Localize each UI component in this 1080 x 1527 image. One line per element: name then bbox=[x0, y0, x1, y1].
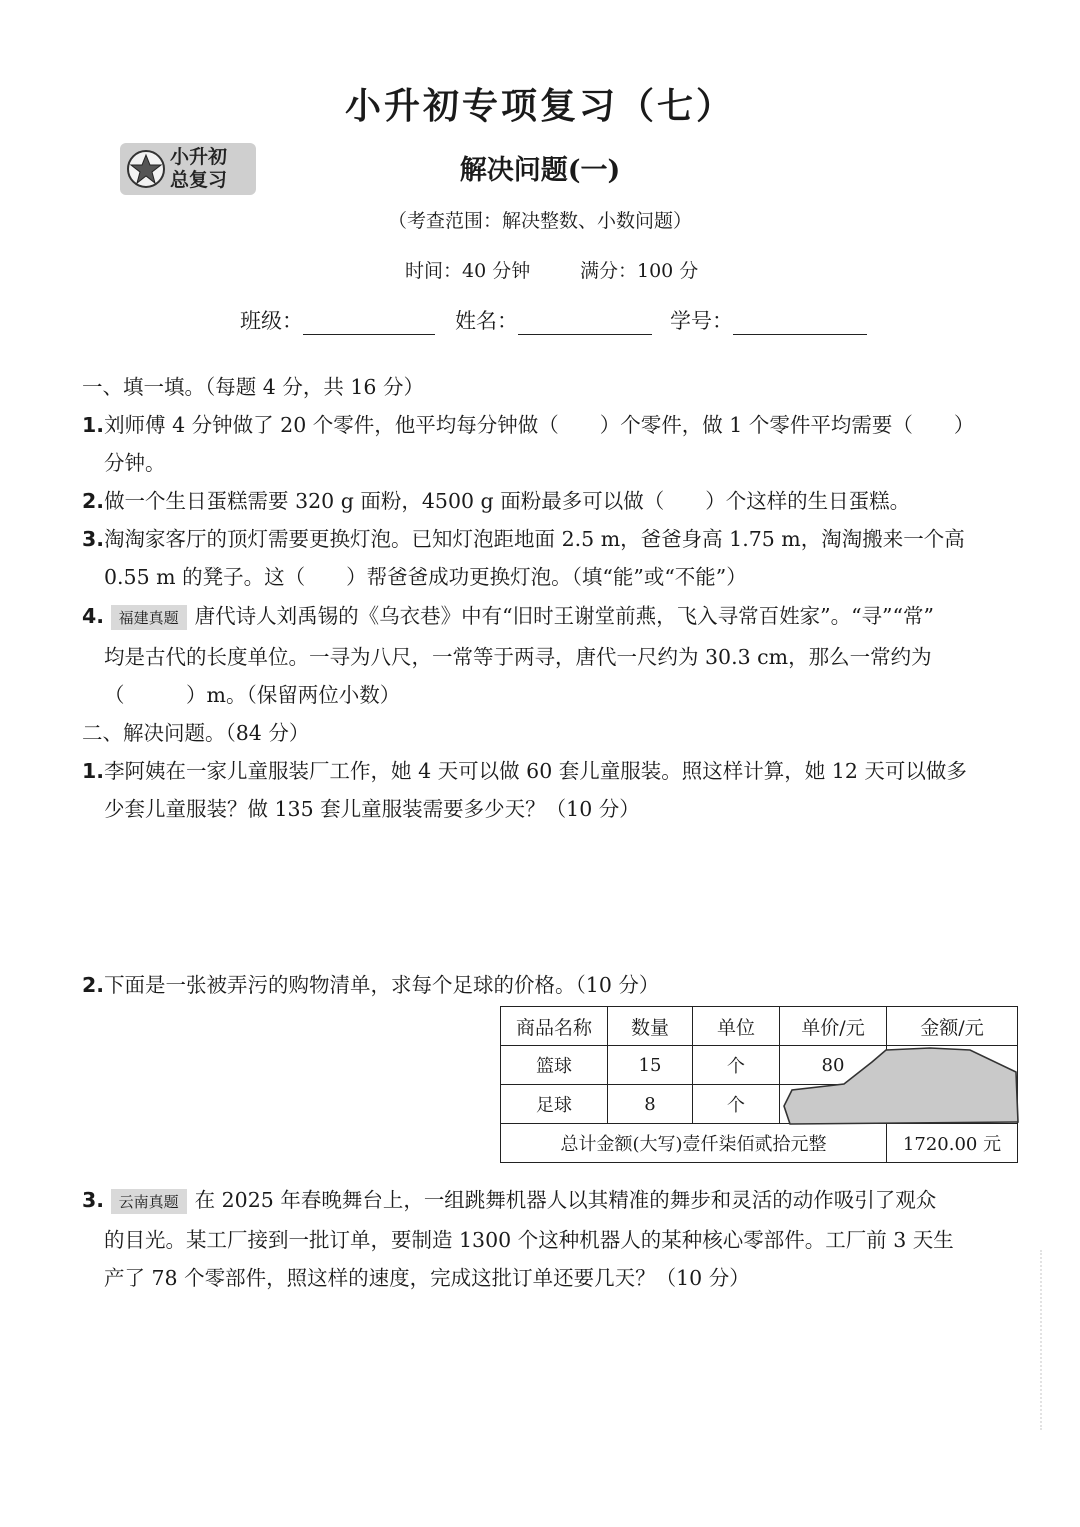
part1-heading: 一、填一填。（每题 4 分，共 16 分） bbox=[82, 375, 424, 399]
scan-edge-mark bbox=[1040, 1250, 1044, 1430]
question-number: 1. bbox=[82, 759, 105, 783]
id-blank[interactable] bbox=[733, 312, 867, 335]
question-text: 下面是一张被弄污的购物清单，求每个足球的价格。（10 分） bbox=[104, 973, 660, 997]
class-field bbox=[240, 305, 435, 335]
question-text: 在 2025 年春晚舞台上，一组跳舞机器人以其精准的舞步和灵活的动作吸引了观众 bbox=[194, 1188, 937, 1212]
question-number: 4. bbox=[82, 604, 105, 628]
p1-q1-cont: 分钟。 bbox=[104, 451, 166, 475]
p2-q3-cont: 的目光。某工厂接到一批订单，要制造 1300 个这种机器人的某种核心零部件。工厂前 3 天生 bbox=[104, 1228, 954, 1252]
p1-q4-cont: 均是古代的长度单位。一寻为八尺，一常等于两寻，唐代一尺约为 30.3 cm，那么一常约为 bbox=[104, 645, 932, 669]
ink-stain bbox=[780, 1044, 1022, 1130]
p1-q4-cont2: （ ）m。（保留两位小数） bbox=[104, 683, 401, 707]
question-text: 唐代诗人刘禹锡的《乌衣巷》中有“旧时王谢堂前燕，飞入寻常百姓家”。“寻”“常” bbox=[194, 604, 934, 628]
source-tag: 云南真题 bbox=[111, 1189, 187, 1214]
total-label: 总计金额(大写)壹仟柒佰贰拾元整 bbox=[501, 1124, 887, 1163]
badge-line-1: 小升初 bbox=[170, 146, 228, 168]
section-subtitle: 解决问题(一) bbox=[459, 155, 621, 186]
question-number: 2. bbox=[82, 489, 105, 513]
column-header: 单位 bbox=[693, 1007, 780, 1046]
p1-q1 bbox=[82, 408, 974, 438]
question-number: 3. bbox=[82, 1188, 105, 1212]
p1-q3-cont: 0.55 m 的凳子。这（ ）帮爸爸成功更换灯泡。（填“能”或“不能”） bbox=[104, 565, 747, 589]
table-cell: 个 bbox=[693, 1085, 780, 1124]
p1-q3 bbox=[82, 522, 965, 552]
question-text: 做一个生日蛋糕需要 320 g 面粉，4500 g 面粉最多可以做（ ）个这样的生日蛋糕。 bbox=[104, 489, 911, 513]
table-cell: 15 bbox=[608, 1046, 693, 1085]
student-id-field bbox=[670, 305, 867, 335]
exam-scope: （考查范围：解决整数、小数问题） bbox=[387, 210, 692, 232]
p2-q3-cont2: 产了 78 个零部件，照这样的速度，完成这批订单还要几天？（10 分） bbox=[104, 1266, 750, 1290]
p1-q2 bbox=[82, 484, 910, 514]
table-cell: 个 bbox=[693, 1046, 780, 1085]
table-cell: 80 bbox=[780, 1046, 887, 1085]
p2-q3 bbox=[82, 1183, 936, 1214]
name-label: 姓名： bbox=[455, 309, 518, 333]
class-blank[interactable] bbox=[303, 312, 435, 335]
p2-q1 bbox=[82, 754, 967, 784]
table-cell: 8 bbox=[608, 1085, 693, 1124]
class-label: 班级： bbox=[240, 309, 303, 333]
question-text: 淘淘家客厅的顶灯需要更换灯泡。已知灯泡距地面 2.5 m，爸爸身高 1.75 m，淘淘搬来一个高 bbox=[104, 527, 965, 551]
table-cell: 篮球 bbox=[501, 1046, 608, 1085]
id-label: 学号： bbox=[670, 309, 733, 333]
part2-heading: 二、解决问题。（84 分） bbox=[82, 721, 310, 745]
question-number: 2. bbox=[82, 973, 105, 997]
full-score: 满分：100 分 bbox=[580, 260, 699, 282]
column-header: 单价/元 bbox=[780, 1007, 887, 1046]
page-title: 小升初专项复习（七） bbox=[344, 86, 735, 127]
badge-line-2: 总复习 bbox=[170, 169, 228, 191]
p1-q4 bbox=[82, 599, 934, 630]
name-field bbox=[455, 305, 652, 335]
question-number: 3. bbox=[82, 527, 105, 551]
question-text: 李阿姨在一家儿童服装厂工作，她 4 天可以做 60 套儿童服装。照这样计算，她 12 天可以做多 bbox=[104, 759, 967, 783]
column-header: 商品名称 bbox=[501, 1007, 608, 1046]
p2-q1-cont: 少套儿童服装？做 135 套儿童服装需要多少天？（10 分） bbox=[104, 797, 640, 821]
source-tag: 福建真题 bbox=[111, 605, 187, 630]
column-header: 金额/元 bbox=[887, 1007, 1018, 1046]
table-cell: 足球 bbox=[501, 1085, 608, 1124]
name-blank[interactable] bbox=[518, 312, 652, 335]
column-header: 数量 bbox=[608, 1007, 693, 1046]
p2-q2 bbox=[82, 968, 659, 998]
question-text: 刘师傅 4 分钟做了 20 个零件，他平均每分钟做（ ）个零件，做 1 个零件平均需要（ ） bbox=[104, 413, 975, 437]
time-limit: 时间：40 分钟 bbox=[405, 260, 531, 282]
question-number: 1. bbox=[82, 413, 105, 437]
total-value: 1720.00 元 bbox=[887, 1124, 1018, 1163]
table-header-row bbox=[501, 1007, 1018, 1046]
